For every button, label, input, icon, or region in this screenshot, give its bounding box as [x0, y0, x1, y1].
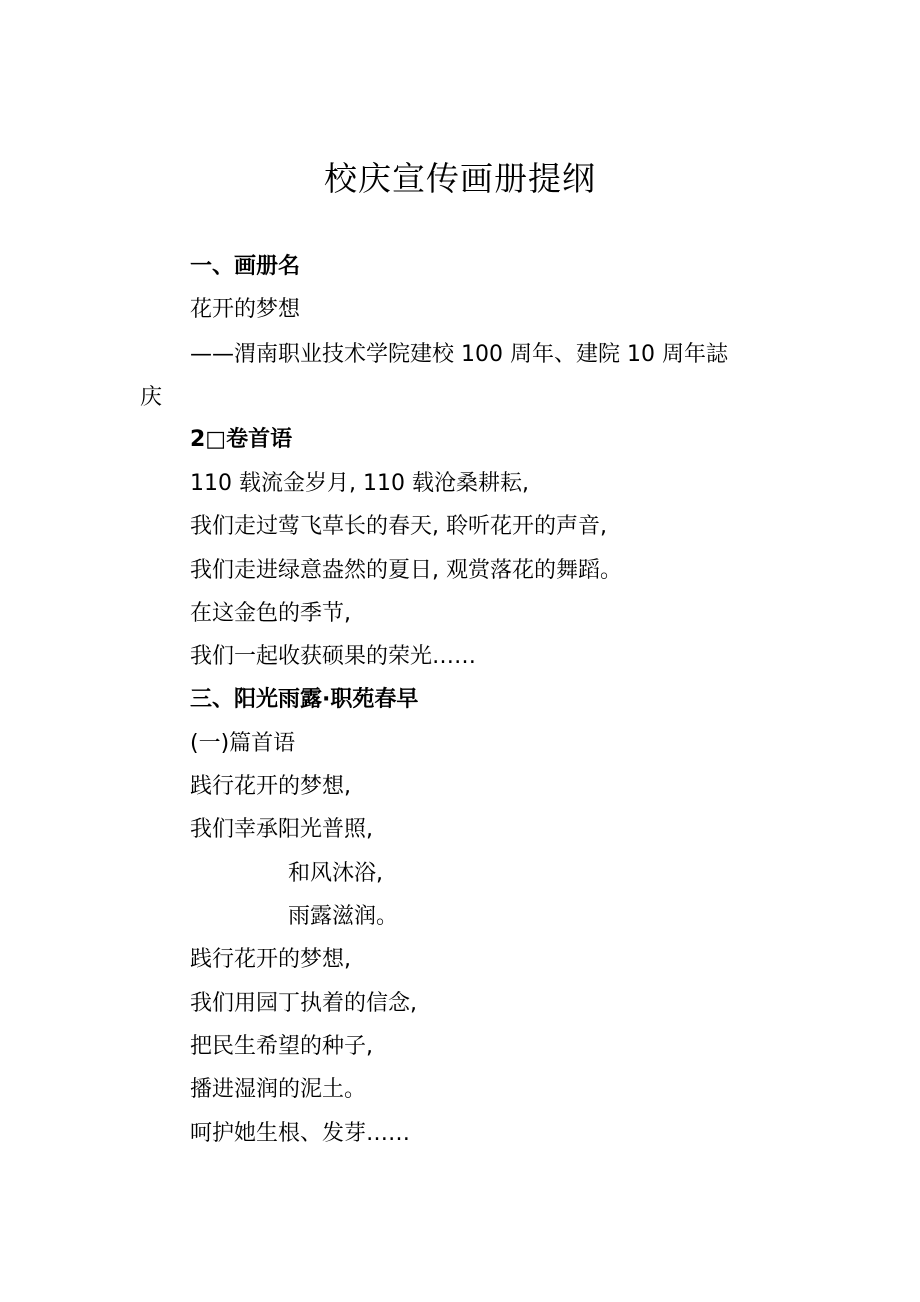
body-line-4: 雨露滋润。	[288, 904, 399, 929]
section-heading-three: 三、阳光雨露·职苑春早	[190, 687, 419, 712]
body-line-7: 把民生希望的种子,	[190, 1034, 373, 1059]
preface-line-5: 我们一起收获硕果的荣光……	[190, 644, 477, 669]
subsection-heading-opening: (一)篇首语	[190, 731, 296, 756]
album-subtitle-continuation: 庆	[140, 385, 163, 410]
body-line-2: 我们幸承阳光普照,	[190, 817, 373, 842]
document-title: 校庆宣传画册提纲	[324, 159, 596, 198]
body-line-5: 践行花开的梦想,	[190, 947, 351, 972]
section-heading-album-name: 一、画册名	[190, 254, 301, 279]
section-heading-preface: 2□卷首语	[190, 427, 293, 452]
album-subtitle-line: ——渭南职业技术学院建校 100 周年、建院 10 周年誌	[190, 342, 728, 367]
body-line-1: 践行花开的梦想,	[190, 774, 351, 799]
body-line-6: 我们用园丁执着的信念,	[190, 991, 417, 1016]
preface-line-4: 在这金色的季节,	[190, 601, 351, 626]
preface-line-3: 我们走进绿意盎然的夏日, 观赏落花的舞蹈。	[190, 558, 622, 583]
body-line-8: 播进湿润的泥土。	[190, 1077, 367, 1102]
album-name-text: 花开的梦想	[190, 297, 301, 322]
preface-line-1: 110 载流金岁月, 110 载沧桑耕耘,	[190, 471, 529, 496]
preface-line-2: 我们走过莺飞草长的春天, 聆听花开的声音,	[190, 514, 607, 539]
body-line-3: 和风沐浴,	[288, 861, 383, 886]
body-line-9: 呵护她生根、发芽……	[190, 1121, 411, 1146]
